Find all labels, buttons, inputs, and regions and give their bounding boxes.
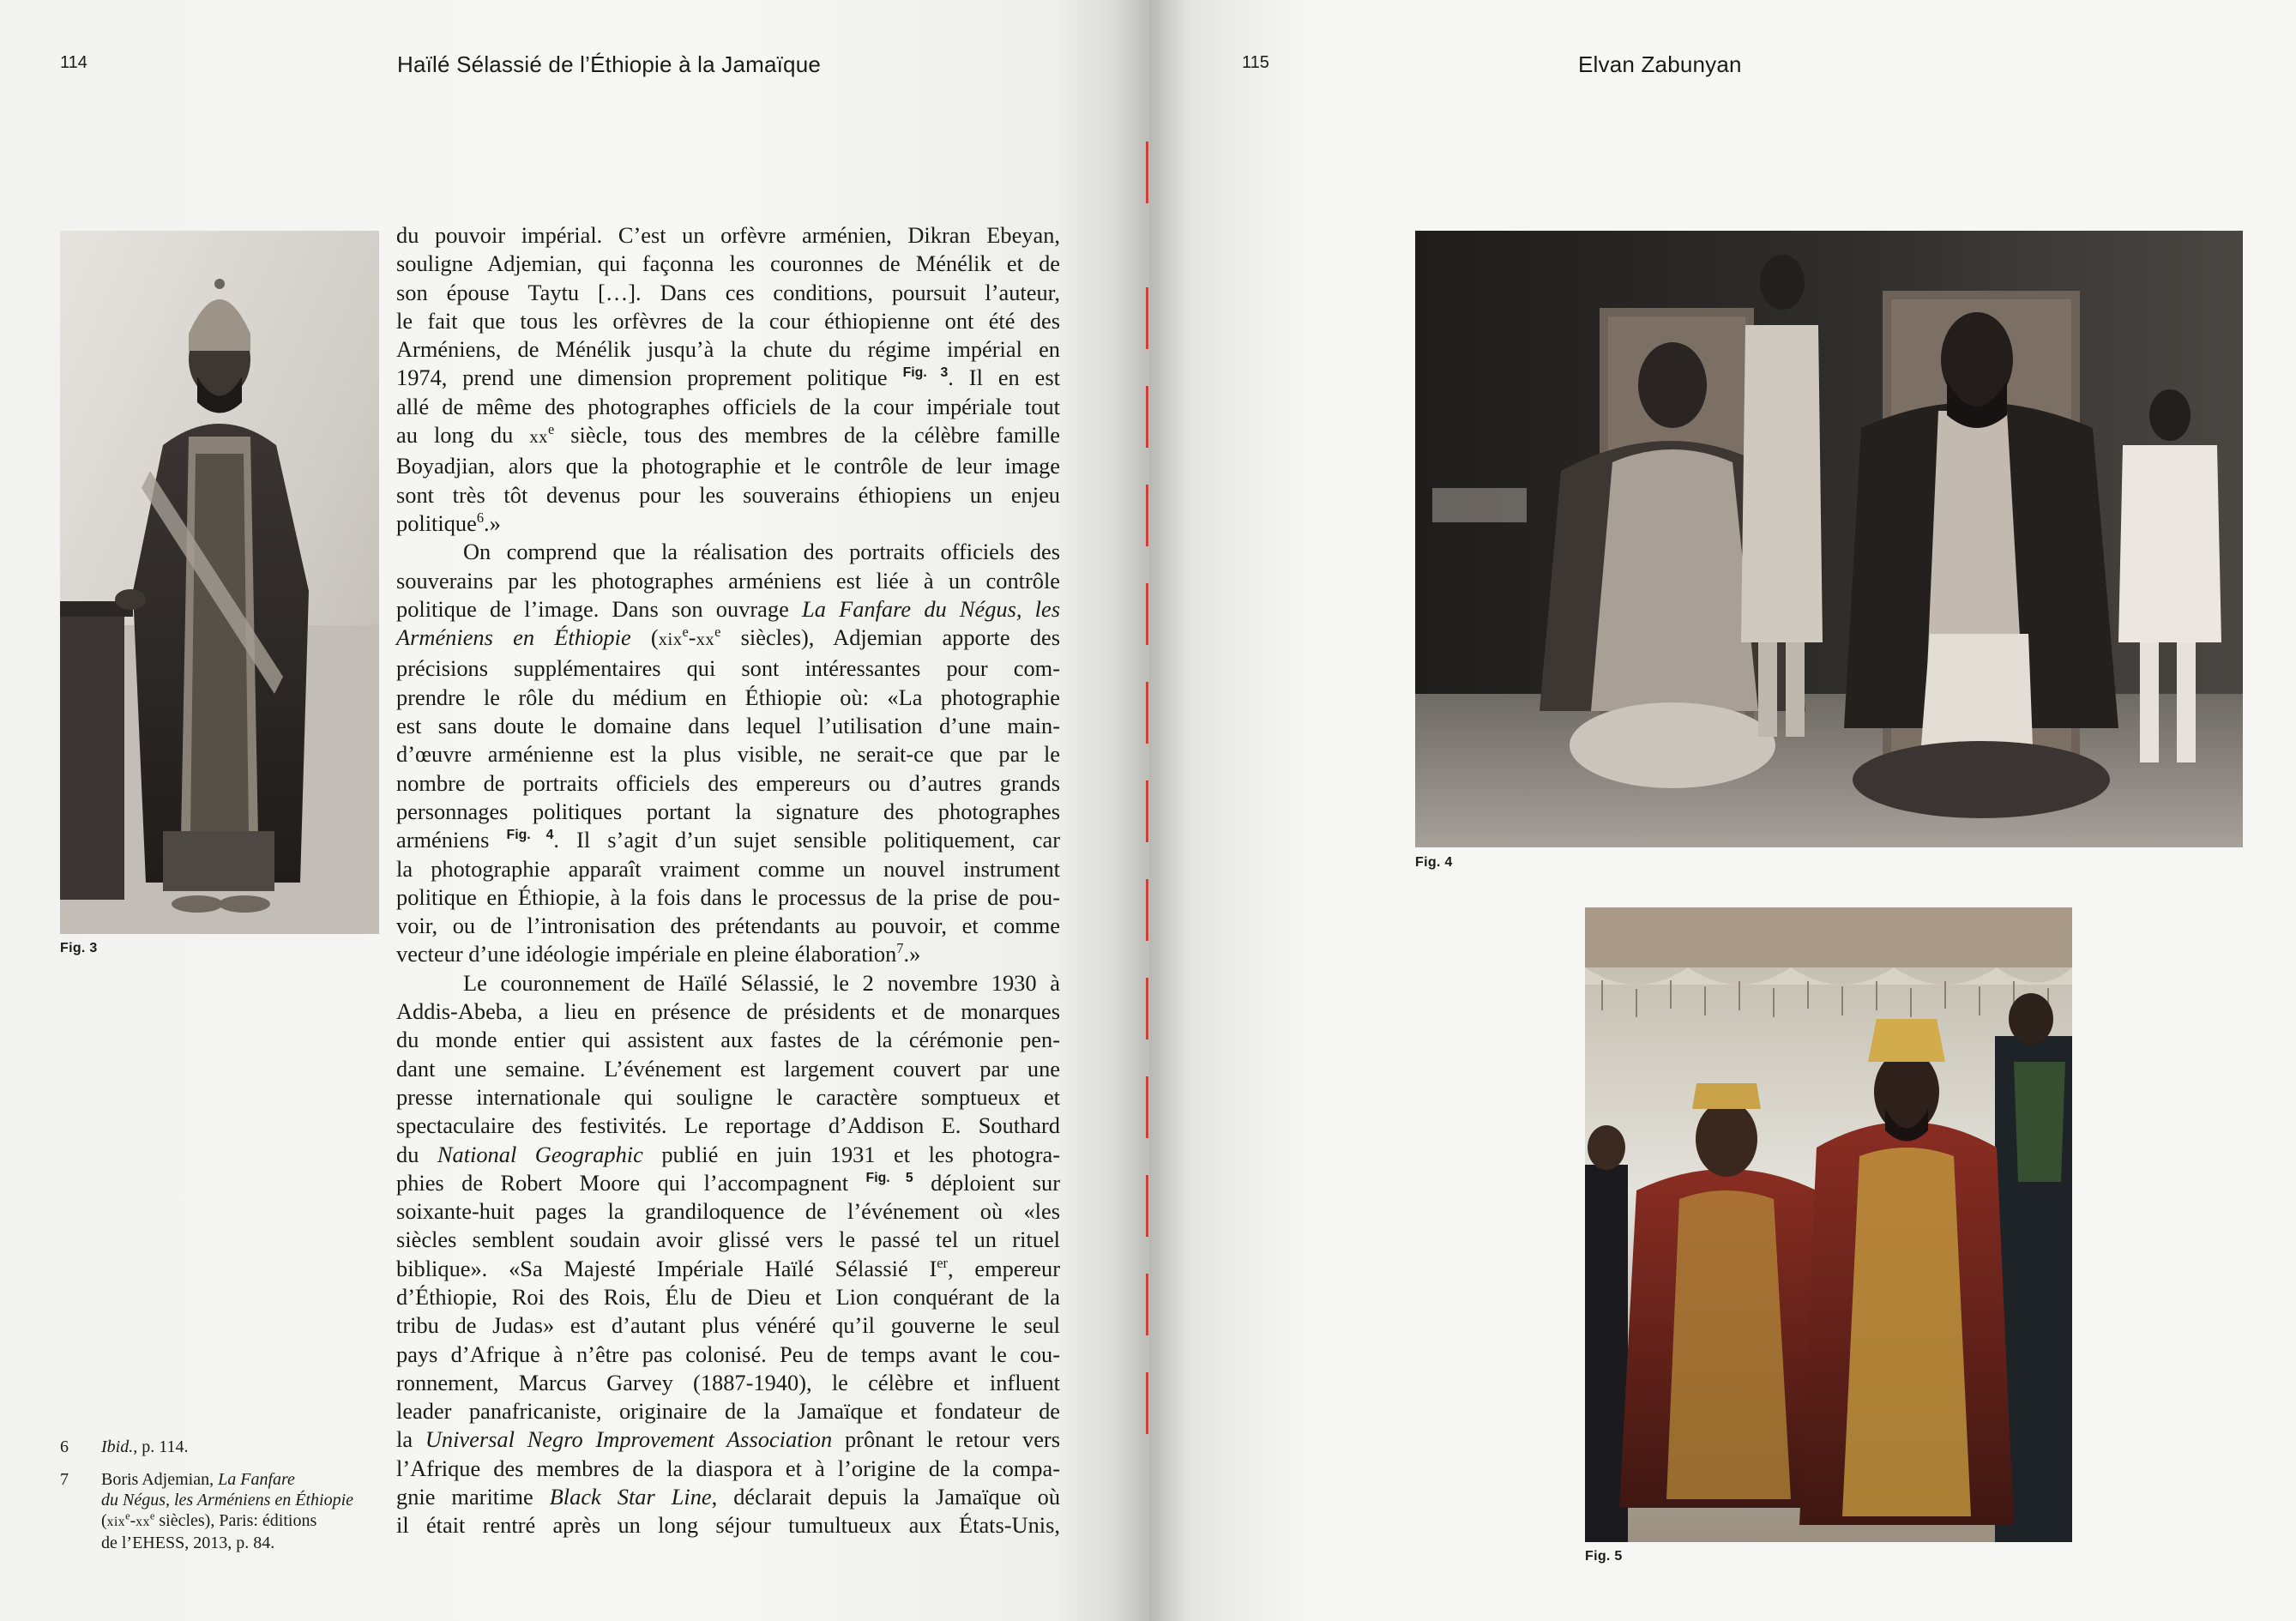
paragraph-3-line: pays d’Afrique à n’être pas colonisé. Peu de temps avant le cou-: [396, 1341, 1060, 1367]
page-edge-mark: [1146, 1076, 1148, 1138]
paragraph-2-line: la photographie apparaît vraiment comme un nouvel instrument: [396, 855, 1060, 882]
paragraph-1-line: allé de même des photographes officiels de la cour impériale tout: [396, 393, 1060, 419]
paragraph-2-line: personnages politiques portant la signature des photographes: [396, 798, 1060, 824]
paragraph-1-line: du pouvoir impérial. C’est un orfèvre arménien, Dikran Ebeyan,: [396, 222, 1060, 248]
paragraph-1-line: son épouse Taytu […]. Dans ces conditions, poursuit l’auteur,: [396, 279, 1060, 305]
page-edge-mark: [1146, 978, 1148, 1039]
body-text: [396, 221, 1060, 1540]
paragraph-3-line: dant une semaine. L’événement est largement couvert par une: [396, 1055, 1060, 1082]
figure-3-caption: Fig. 3: [60, 941, 98, 955]
paragraph-2-line: précisions supplémentaires qui sont intéressantes pour com-: [396, 655, 1060, 682]
paragraph-3-line: il était rentré après un long séjour tumultueux aux États-Unis,: [396, 1512, 1060, 1539]
paragraph-3-line: du monde entier qui assistent aux fastes de la cérémonie pen-: [396, 1027, 1060, 1053]
paragraph-2-line: souverains par les photographes arméniens est liée à un contrôle: [396, 567, 1060, 594]
paragraph-3-line: l’Afrique des membres de la diaspora et à l’origine de la compa-: [396, 1455, 1060, 1481]
paragraph-3-line: Le couronnement de Haïlé Sélassié, le 2 novembre 1930 à: [463, 969, 1060, 996]
figure-5-caption: Fig. 5: [1585, 1549, 1623, 1564]
page-edge-mark: [1146, 485, 1148, 546]
paragraph-2-line: nombre de portraits officiels des empereurs ou d’autres grands: [396, 769, 1060, 796]
paragraph-2-line: Arméniens en Éthiopie ($xix^e-xx^e$ siècles), Adjemian apporte des: [396, 624, 1061, 651]
paragraph-3-line: presse internationale qui souligne le caractère somptueux et: [396, 1083, 1060, 1110]
paragraph-1-line: politique$^6$.»: [396, 509, 501, 536]
paragraph-3-line: soixante-huit pages la grandiloquence de l’événement où «les: [396, 1198, 1060, 1225]
paragraph-3-line: siècles semblent soudain avoir glissé vers le passé tel un rituel: [396, 1226, 1060, 1253]
family-portrait-photo-icon: [1415, 231, 2243, 847]
figure-4-image: [1415, 231, 2243, 847]
footnote-6-ref: 6: [476, 509, 485, 527]
right-page: [1149, 0, 2296, 1621]
paragraph-2-line: est sans doute le domaine dans lequel l’utilisation d’une main-: [396, 713, 1060, 739]
page-edge-mark: [1146, 1274, 1148, 1335]
paragraph-1-line: souligne Adjemian, qui façonna les couronnes de Ménélik et de: [396, 250, 1060, 277]
paragraph-2-line: arméniens $^{Fig. 4}$. Il s’agit d’un sujet sensible politiquement, car: [396, 827, 1060, 853]
paragraph-2-line: On comprend que la réalisation des portraits officiels des: [463, 539, 1060, 565]
page-number-right: 115: [1242, 53, 1269, 72]
paragraph-2-line: politique en Éthiopie, à la fois dans le processus de la prise de pou-: [396, 883, 1060, 910]
page-edge-mark: [1146, 287, 1148, 349]
page-edge-mark: [1146, 1372, 1148, 1434]
paragraph-1-line: Boyadjian, alors que la photographie et le contrôle de leur image: [396, 453, 1060, 479]
paragraph-1-line: sont très tôt devenus pour les souverains éthiopiens un enjeu: [396, 481, 1060, 508]
page-edge-mark: [1146, 780, 1148, 842]
paragraph-2-line: vecteur d’une idéologie impériale en pleine élaboration$^7$.»: [396, 940, 921, 967]
footnotes: [60, 1437, 369, 1565]
page-edge-mark: [1146, 386, 1148, 448]
figure-5-reference: Fig. 5: [865, 1171, 913, 1185]
paragraph-3-line: d’Éthiopie, Roi des Rois, Élu de Dieu et Lion conquérant de la: [396, 1283, 1060, 1310]
footnote-number: 6: [60, 1437, 69, 1456]
running-author: Elvan Zabunyan: [1578, 51, 1742, 77]
paragraph-2-line: prendre le rôle du médium en Éthiopie où: «La photographie: [396, 684, 1060, 710]
paragraph-1-line: 1974, prend une dimension proprement politique $^{Fig. 3}$. Il en est: [396, 365, 1060, 391]
paragraph-3-line: du National Geographic publié en juin 1931 et les photogra-: [396, 1141, 1060, 1167]
footnote-7-ref: 7: [896, 940, 904, 957]
paragraph-2-line: politique de l’image. Dans son ouvrage La Fanfare du Négus, les: [396, 595, 1060, 622]
paragraph-3-line: tribu de Judas» est d’autant plus vénéré qu’il gouverne le seul: [396, 1312, 1060, 1339]
paragraph-3-line: leader panafricaniste, originaire de la Jamaïque et fondateur de: [396, 1398, 1060, 1425]
gutter-shadow: [1115, 0, 1184, 1621]
paragraph-3-line: Addis-Abeba, a lieu en présence de présidents et de monarques: [396, 998, 1060, 1025]
footnote-number: 7: [60, 1470, 69, 1489]
paragraph-3-line: ronnement, Marcus Garvey (1887-1940), le célèbre et influent: [396, 1369, 1060, 1395]
footnote-7: 7 Boris Adjemian, La Fanfare du Négus, les Arméniens en Éthiopie ($xix^e-xx^e$ siècles), Paris: éditions de l’EHESS, 2013, p. 84.: [60, 1470, 354, 1552]
paragraph-1-line: le fait que tous les orfèvres de la cour éthiopienne ont été des: [396, 307, 1060, 334]
figure-3-reference: Fig. 3: [902, 365, 949, 381]
page-edge-mark: [1146, 142, 1148, 203]
page-edge-mark: [1146, 879, 1148, 941]
paragraph-1-line: au long du $xx^e$ siècle, tous des membres de la célèbre famille: [396, 421, 1060, 449]
figure-4-caption: Fig. 4: [1415, 855, 1453, 870]
coronation-color-photo-icon: [1585, 907, 2072, 1542]
paragraph-3-line: gnie maritime Black Star Line, déclarait depuis la Jamaïque où: [396, 1484, 1061, 1510]
page-number-left: 114: [60, 53, 87, 72]
paragraph-2-line: d’œuvre arménienne est la plus visible, ne serait-ce que par le: [396, 741, 1060, 768]
page-edge-mark: [1146, 1175, 1148, 1237]
running-title: Haïlé Sélassié de l’Éthiopie à la Jamaïque: [397, 51, 822, 77]
paragraph-1-line: Arméniens, de Ménélik jusqu’à la chute du régime impérial en: [396, 336, 1060, 363]
paragraph-3-line: la Universal Negro Improvement Association prônant le retour vers: [396, 1426, 1060, 1453]
page-edge-mark: [1146, 682, 1148, 744]
figure-5-image: [1585, 907, 2072, 1542]
figure-4-reference: Fig. 4: [506, 828, 554, 843]
paragraph-2-line: voir, ou de l’intronisation des prétendants au pouvoir, et comme: [396, 913, 1060, 939]
portrait-photo-icon: [60, 231, 379, 934]
paragraph-3-line: biblique». «Sa Majesté Impériale Haïlé Sélassié Ier, empereur: [396, 1254, 1060, 1281]
page-edge-mark: [1146, 583, 1148, 645]
footnote-6: 6 Ibid., p. 114.: [60, 1437, 189, 1456]
paragraph-3-line: spectaculaire des festivités. Le reportage d’Addison E. Southard: [396, 1112, 1060, 1139]
paragraph-3-line: phies de Robert Moore qui l’accompagnent $^{Fig. 5}$ déploient sur: [396, 1169, 1060, 1196]
figure-3-image: [60, 231, 379, 934]
